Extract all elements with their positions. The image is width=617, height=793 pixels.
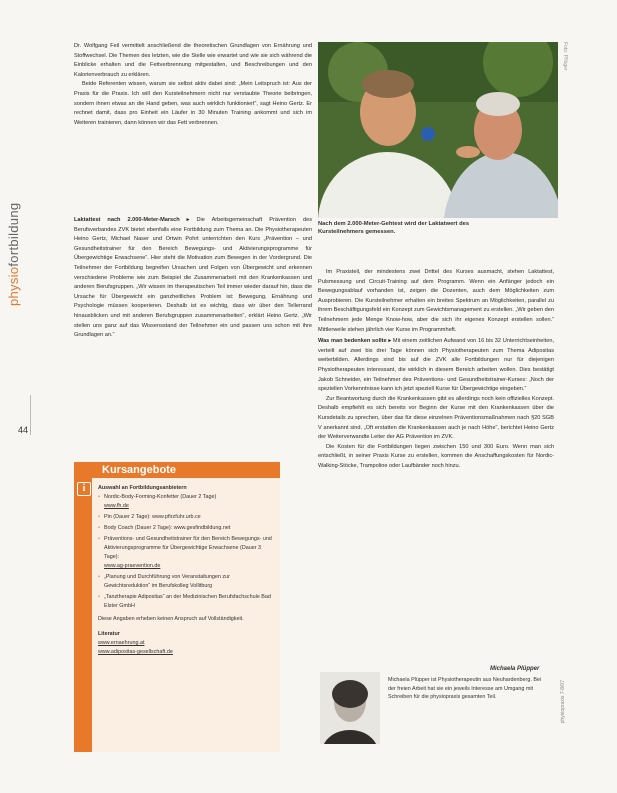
paragraph: Dr. Wolfgang Feil vermittelt anschließend die theoretischen Grundlagen von Ernährung und Stoffwechsel. Die Themen des letzten, wie die Stelle wie erwartet und wie sie sich während die Einblicke erhalten und die Fettverbrennung mitgestalten, und Beschreibungen und den Kalorienverbrauch zu erklären.	[74, 43, 312, 78]
section-label: physiofortbildung	[6, 202, 21, 306]
author-bio: Michaela Plüpper ist Physiotherapeutin aus Neuhardenberg. Bei der freien Arbeit hat sie ein jeweils Interesse am Umgang mit Schreiben für die physiopraxis gesamten Teil.	[388, 677, 542, 701]
list-item: • „Tanztherapie Adipositas“ an der Medizinischen Berufsfachschule Bad Elster GmbH	[98, 593, 274, 611]
page-number: 44	[18, 425, 29, 435]
course-offer-box	[74, 462, 280, 752]
disclaimer: Diese Angaben erheben keinen Anspruch auf Vollständigkeit.	[98, 616, 244, 622]
margin-rule	[30, 395, 31, 435]
box-title: Kursangebote	[102, 464, 176, 476]
runin-heading: Was man bedenken sollte ▸	[318, 338, 392, 345]
paragraph: Beide Referenten wissen, warum sie selbst aktiv dabei sind: „Mein Leitspruch ist: Aus der Praxis für die Praxis. Ich will den Kursteilnehmern nicht nur verstaubte Theorie beibringen, sondern ihnen etwas an die Hand geben, was auch wirklich funktioniert“, sagt Heino Gertz. Er rechnet damit, dass pro Einheit ein Läufer in 30 Minuten Training ankommt und sich im Weiteren trainieren, dann können wir das Fett verbrennen.	[74, 81, 312, 126]
info-icon: i	[77, 482, 91, 496]
literature-title: Literatur	[98, 631, 120, 637]
list-item: • Pin (Dauer 2 Tage): www.pfirzfuhr.urb.ce	[98, 513, 274, 522]
literature-link[interactable]: www.adipositas-gesellschaft.de	[98, 649, 173, 655]
photo-caption: Nach dem 2.000-Meter-Gehtest wird der Laktatwert des Kursteilnehmers gemessen.	[318, 221, 470, 236]
list-item: • Präventions- und Gesundheitstrainer für den Bereich Bewegungs- und Aktivierungsprogramme für Übergewichtige Erwachsene (Dauer 3 Tage): www.ag-praevention.de	[98, 535, 274, 571]
paragraph: Mit einem zeitlichen Aufwand von 16 bis 32 Unterrichtseinheiten, verteilt auf zwei bis drei Tage können sich Physiotherapeuten zum Thema Adipositas weiterbilden. Allerdings sind bis auf die ZVK alle Fortbildungen nur für diejenigen Physiotherapeuten interessant, die wirklich in diesem Bereich arbeiten wollen. Dies bestätigt Jakob Schneider, ein Teilnehmer des Präventions- und Gesundheitstrainer-Kurses: „Noch der speziellen Vorkenntnisse kann ich jetzt speziell Kurse für Übergewichtige eingeben.“	[318, 338, 554, 393]
column-1-top	[74, 42, 312, 128]
footer-vertical: physiopraxis 7-8/07	[560, 680, 566, 724]
column-2	[318, 268, 554, 471]
box-subtitle: Auswahl an Fortbildungsanbietern	[98, 485, 187, 491]
provider-link[interactable]: www.ag-praevention.de	[104, 563, 161, 569]
paragraph: Im Praxisteil, der mindestens zwei Drittel des Kurses ausmacht, stehen Laktattest, Pulsmessung und Circuit-Training auf dem Programm. Wenn ein Anfänger jedoch ein Bewegungsablauf vorhanden ist, zeigen die Dozenten, auch dem Möglichkeiten zum Ausprobieren. Die Kursteilnehmer erhalten ein breites Spektrum an Möglichkeiten, parallel zu ihrem Beschäftigungsfeld ein Konzept zum Gewichtsmanagement zu erstellen. „Wir geben den Teilnehmern jede Menge Know-how, aber die sich ihr eigenes Konzept erstellen sollen.“ Mittlerweile stehen jährlich vier Kurse im Programmheft.	[318, 269, 554, 333]
list-item: • „Planung und Durchführung von Veranstaltungen zur Gewichtsreduktion“ im Berufskolleg Vollitburg	[98, 573, 274, 591]
author-photo	[320, 672, 380, 744]
provider-link[interactable]: www.fh.de	[104, 503, 129, 509]
list-item: • Body Coach (Dauer 2 Tage): www.gesfindbildung.net	[98, 524, 274, 533]
paragraph: Zur Beantwortung durch die Krankenkassen gibt es allerdings noch kein offizielles Konzept. Deshalb empfiehlt es sich bereits vor Beginn der Kurse mit den Krankenkassen über die Kursdetails zu sprechen, über das für diese einzelnen Präventionsmaßnahmen nach §20 SGB V anerkannt sind. „Oft erstatten die Krankenkassen auch je nach Höhe“, berichtet Heino Gertz der Weiterverwandte Leiter der AG Prävention im ZVK.	[318, 395, 554, 441]
author-signature: Michaela Plüpper	[490, 666, 540, 672]
paragraph: Die Kosten für die Fortbildungen liegen zwischen 150 und 300 Euro. Wenn man sich entschließt, in seiner Praxis Kurse zu erstellen, kommen die Anschaffungskosten für Nordic-Walking-Stöcke, Trampoline oder Laufbänder noch hinzu.	[318, 443, 554, 469]
photo-credit: Foto: Pflüger	[562, 42, 568, 71]
list-item: • Nordic-Body-Forming-Konfetter (Dauer 2 Tage) www.fh.de	[98, 493, 274, 511]
provider-list	[98, 493, 274, 611]
box-body	[98, 484, 274, 657]
literature-link[interactable]: www.ernaehrung.at	[98, 640, 145, 646]
article-photo	[318, 42, 558, 218]
paragraph: Die Arbeitsgemeinschaft Prävention des Berufsverbandes ZVK bietet ebenfalls eine Fortbildung zum Thema an. Die Physiotherapeuten Heino Gertz, Michael Naser und Ortwin Pohrt unterrichten den Kurs „Prävention – und Gesundheitstrainer für den Bereich Bewegungs- und Aktivierungsprogramme für Übergewichtige Erwachsene“. Hier steht die Motivation zum Bewegen in der Vordergrund. Die Teilnehmer der Fortbildung begreifen Ursachen und Folgen von Übergewicht und erkennen verschiedene Probleme wie zum Beispiel die Zusammenarbeit mit den Krankenkassen und anderen Berufsgruppen. „Wir wissen im therapeutischen Teil immer wieder darauf hin, dass die Ursache für Übergewicht ein ganzheitliches Problem ist: Bewegung, Ernährung und Psychologie müssen kooperieren. Deshalb ist es wichtig, dass wir über den Tellerrand hinausblicken und mit anderen Berufsgruppen zusammenarbeiten“, erklärt Heino Gertz. „Wir stellen uns ganz auf das Wissensstand der Teilnehmer ein und passen uns schon mit ihre Grundlagen an.“	[74, 217, 312, 339]
runin-heading: Laktattest nach 2.000-Meter-Marsch ▸	[74, 217, 190, 223]
column-1-bottom	[74, 216, 312, 341]
